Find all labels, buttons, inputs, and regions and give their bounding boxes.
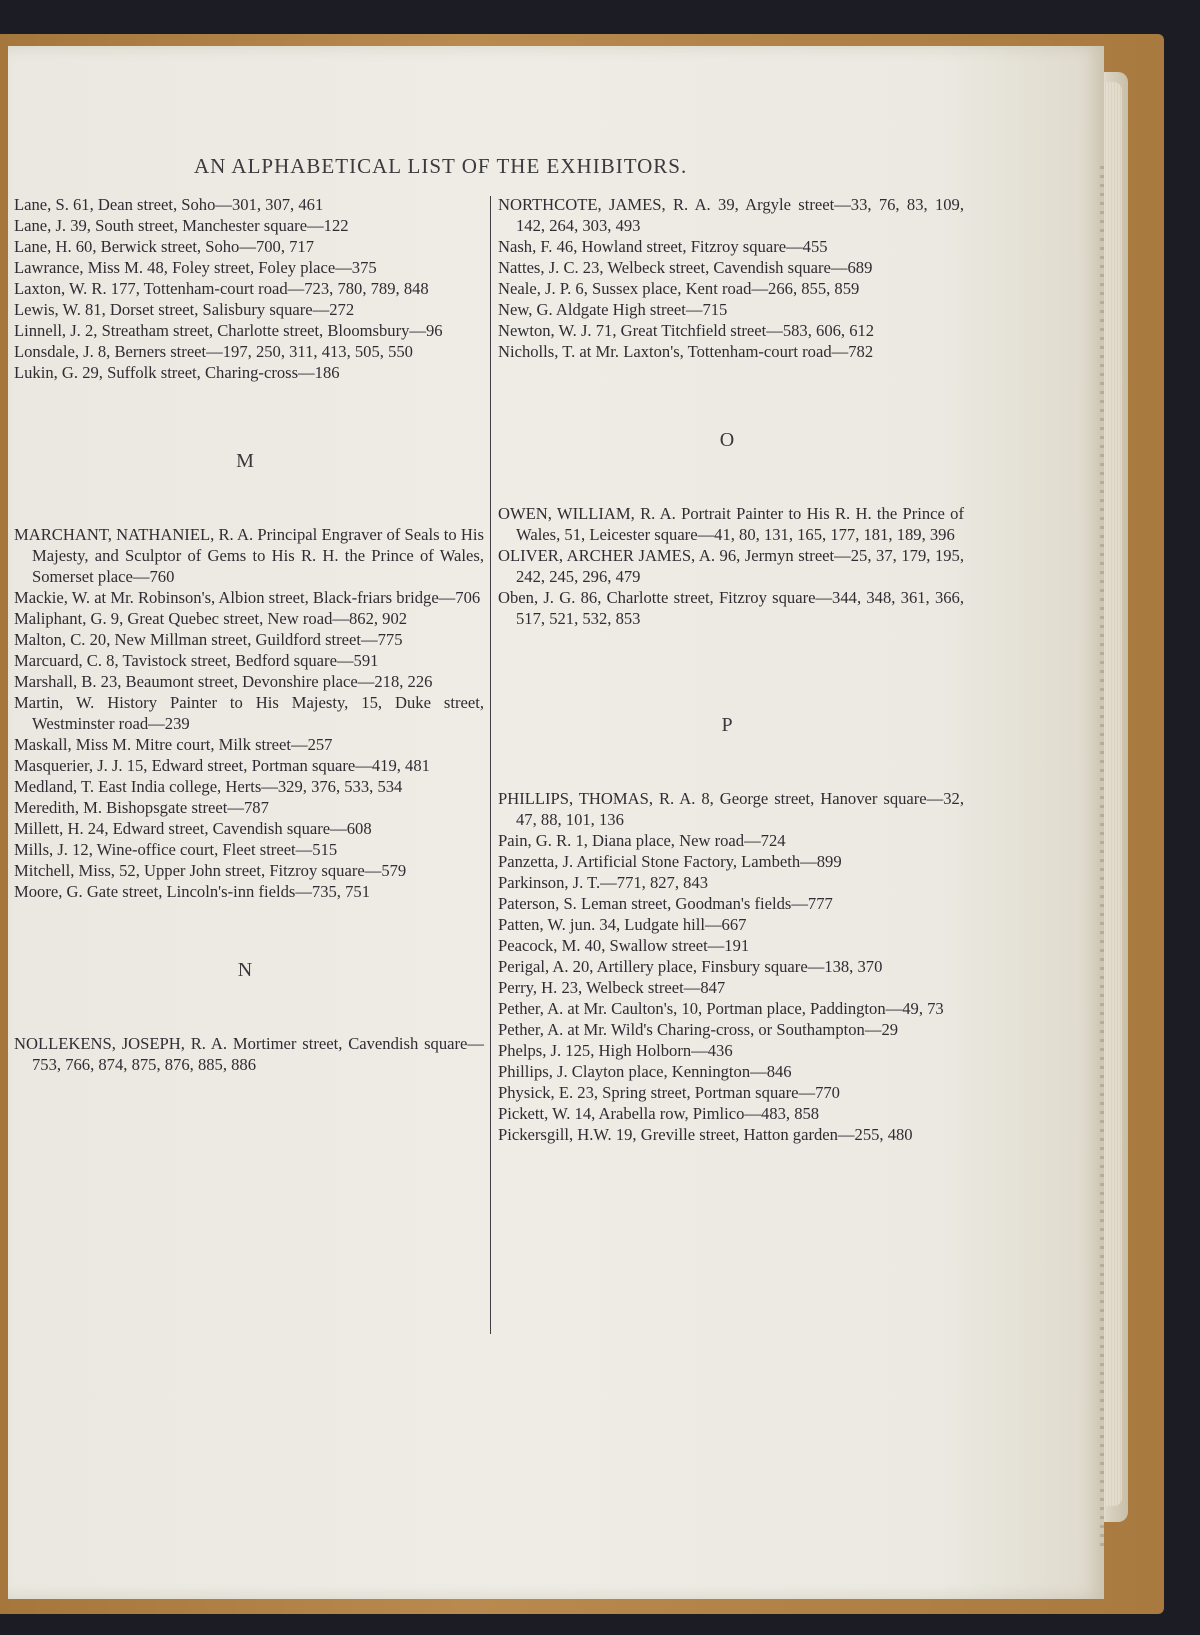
list-item: Pain, G. R. 1, Diana place, New road—724 xyxy=(498,831,786,850)
list-item: Perry, H. 23, Welbeck street—847 xyxy=(498,978,726,997)
list-item: Phillips, J. Clayton place, Kennington—846 xyxy=(498,1062,792,1081)
list-item: Lewis, W. 81, Dorset street, Salisbury square—272 xyxy=(14,300,355,319)
list-item: Perigal, A. 20, Artillery place, Finsbury square—138, 370 xyxy=(498,957,883,976)
list-item: NORTHCOTE, JAMES, R. A. 39, Argyle street—33, 76, 83, 109, 142, 264, 303, 493 xyxy=(498,195,964,235)
list-item: Nash, F. 46, Howland street, Fitzroy square—455 xyxy=(498,237,828,256)
left-column xyxy=(14,194,484,1075)
page-title: AN ALPHABETICAL LIST OF THE EXHIBITORS. xyxy=(194,154,688,178)
entry-group-n xyxy=(14,1033,484,1075)
list-item: Maskall, Miss M. Mitre court, Milk street—257 xyxy=(14,735,333,754)
list-item: Maliphant, G. 9, Great Quebec street, New road—862, 902 xyxy=(14,609,408,628)
section-letter-n: N xyxy=(237,959,253,981)
list-item: Marcuard, C. 8, Tavistock street, Bedford square—591 xyxy=(14,651,379,670)
column-divider xyxy=(490,196,491,1334)
list-item: Panzetta, J. Artificial Stone Factory, Lambeth—899 xyxy=(498,852,842,871)
list-item: New, G. Aldgate High street—715 xyxy=(498,300,728,319)
entry-group-m xyxy=(14,524,484,902)
list-item: Millett, H. 24, Edward street, Cavendish square—608 xyxy=(14,819,372,838)
list-item: NOLLEKENS, JOSEPH, R. A. Mortimer street, Cavendish square—753, 766, 874, 875, 876, 885, 886 xyxy=(14,1034,484,1074)
list-item: Pickett, W. 14, Arabella row, Pimlico—483, 858 xyxy=(498,1104,820,1123)
list-item: Parkinson, J. T.—771, 827, 843 xyxy=(498,873,709,892)
list-item: PHILLIPS, THOMAS, R. A. 8, George street, Hanover square—32, 47, 88, 101, 136 xyxy=(498,789,964,829)
list-item: Moore, G. Gate street, Lincoln's-inn fields—735, 751 xyxy=(14,882,370,901)
list-item: Pether, A. at Mr. Caulton's, 10, Portman place, Paddington—49, 73 xyxy=(498,999,944,1018)
list-item: Neale, J. P. 6, Sussex place, Kent road—266, 855, 859 xyxy=(498,279,860,298)
list-item: OWEN, WILLIAM, R. A. Portrait Painter to His R. H. the Prince of Wales, 51, Leicester square—41, 80, 131, 165, 177, 181, 189, 396 xyxy=(498,504,964,544)
list-item: Medland, T. East India college, Herts—329, 376, 533, 534 xyxy=(14,777,403,796)
section-letter-m: M xyxy=(236,450,254,472)
list-item: Laxton, W. R. 177, Tottenham-court road—723, 780, 789, 848 xyxy=(14,279,429,298)
list-item: Mills, J. 12, Wine-office court, Fleet street—515 xyxy=(14,840,338,859)
list-item: Lane, H. 60, Berwick street, Soho—700, 717 xyxy=(14,237,315,256)
list-item: Patten, W. jun. 34, Ludgate hill—667 xyxy=(498,915,747,934)
entry-group-n-continued xyxy=(498,194,964,362)
list-item: Nattes, J. C. 23, Welbeck street, Cavendish square—689 xyxy=(498,258,873,277)
list-item: Mitchell, Miss, 52, Upper John street, Fitzroy square—579 xyxy=(14,861,407,880)
list-item: Lukin, G. 29, Suffolk street, Charing-cross—186 xyxy=(14,363,340,382)
list-item: Lane, S. 61, Dean street, Soho—301, 307, 461 xyxy=(14,195,324,214)
list-item: Mackie, W. at Mr. Robinson's, Albion street, Black-friars bridge—706 xyxy=(14,588,481,607)
list-item: Pether, A. at Mr. Wild's Charing-cross, or Southampton—29 xyxy=(498,1020,899,1039)
list-item: Nicholls, T. at Mr. Laxton's, Tottenham-court road—782 xyxy=(498,342,874,361)
list-item: Marshall, B. 23, Beaumont street, Devonshire place—218, 226 xyxy=(14,672,433,691)
list-item: Phelps, J. 125, High Holborn—436 xyxy=(498,1041,733,1060)
list-item: Linnell, J. 2, Streatham street, Charlotte street, Bloomsbury—96 xyxy=(14,321,443,340)
list-item: Physick, E. 23, Spring street, Portman square—770 xyxy=(498,1083,840,1102)
list-item: Newton, W. J. 71, Great Titchfield street—583, 606, 612 xyxy=(498,321,875,340)
entry-group-p xyxy=(498,788,964,1145)
list-item: Oben, J. G. 86, Charlotte street, Fitzroy square—344, 348, 361, 366, 517, 521, 532, 853 xyxy=(498,588,964,628)
list-item: Meredith, M. Bishopsgate street—787 xyxy=(14,798,269,817)
list-item: MARCHANT, NATHANIEL, R. A. Principal Engraver of Seals to His Majesty, and Sculptor of Gems to His R. H. the Prince of Wales, Somerset place—760 xyxy=(14,525,484,586)
entry-group-l xyxy=(14,194,484,383)
list-item: Lonsdale, J. 8, Berners street—197, 250, 311, 413, 505, 550 xyxy=(14,342,413,361)
list-item: Lawrance, Miss M. 48, Foley street, Foley place—375 xyxy=(14,258,377,277)
list-item: Paterson, S. Leman street, Goodman's fields—777 xyxy=(498,894,833,913)
list-item: OLIVER, ARCHER JAMES, A. 96, Jermyn street—25, 37, 179, 195, 242, 245, 296, 479 xyxy=(498,546,964,586)
section-letter-o: O xyxy=(719,429,735,451)
list-item: Masquerier, J. J. 15, Edward street, Portman square—419, 481 xyxy=(14,756,430,775)
page-gutter-shadow xyxy=(1100,166,1104,1546)
list-item: Peacock, M. 40, Swallow street—191 xyxy=(498,936,750,955)
list-item: Lane, J. 39, South street, Manchester square—122 xyxy=(14,216,349,235)
section-letter-p: P xyxy=(721,714,733,736)
list-item: Malton, C. 20, New Millman street, Guildford street—775 xyxy=(14,630,403,649)
entry-group-o xyxy=(498,503,964,629)
list-item: Martin, W. History Painter to His Majesty, 15, Duke street, Westminster road—239 xyxy=(14,693,484,733)
list-item: Pickersgill, H.W. 19, Greville street, Hatton garden—255, 480 xyxy=(498,1125,913,1144)
right-column xyxy=(498,194,964,1145)
